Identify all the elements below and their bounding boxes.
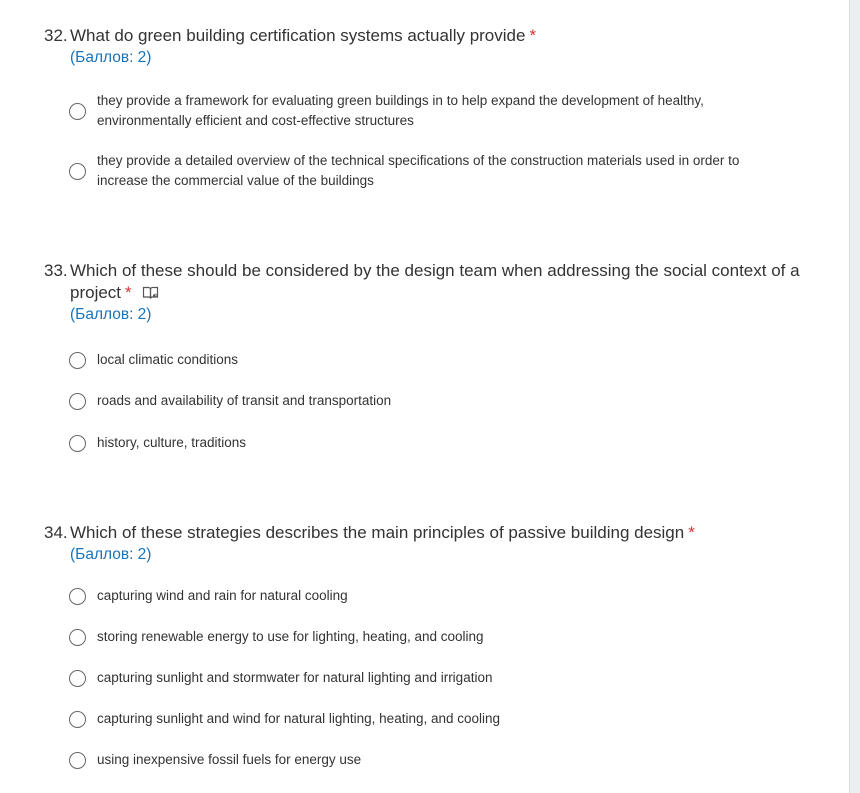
option-label[interactable]: capturing sunlight and stormwater for natural lighting and irrigation	[97, 670, 493, 685]
question-header	[0, 25, 850, 69]
option[interactable]	[69, 391, 790, 411]
radio-button[interactable]	[69, 435, 86, 452]
option-label[interactable]: they provide a framework for evaluating green buildings in to help expand the development of healthy, environmentally efficient and cost-effective structures	[97, 93, 704, 128]
option[interactable]	[69, 750, 790, 770]
question-33	[0, 260, 850, 472]
points-label: (Баллов: 2)	[70, 49, 152, 66]
question-34	[0, 522, 850, 789]
question-number: 34.	[44, 523, 68, 542]
option[interactable]	[69, 433, 790, 453]
option[interactable]	[69, 709, 790, 729]
option-label[interactable]: capturing wind and rain for natural cooling	[97, 588, 348, 603]
option-label[interactable]: using inexpensive fossil fuels for energy use	[97, 752, 362, 767]
radio-button[interactable]	[69, 352, 86, 369]
radio-button[interactable]	[69, 103, 86, 120]
radio-button[interactable]	[69, 163, 86, 180]
points-label: (Баллов: 2)	[70, 306, 152, 323]
option-label[interactable]: storing renewable energy to use for lighting, heating, and cooling	[97, 629, 484, 644]
radio-button[interactable]	[69, 588, 86, 605]
radio-button[interactable]	[69, 670, 86, 687]
question-title-text: What do green building certification systems actually provide	[70, 26, 526, 45]
option-label[interactable]: capturing sunlight and wind for natural lighting, heating, and cooling	[97, 711, 501, 726]
question-title	[70, 522, 810, 544]
radio-button[interactable]	[69, 752, 86, 769]
question-title	[70, 260, 810, 304]
option-label[interactable]: roads and availability of transit and transportation	[97, 393, 392, 408]
options-list	[0, 586, 850, 770]
option-label[interactable]: they provide a detailed overview of the technical specifications of the construction materials used in order to increase the commercial value of the buildings	[97, 153, 740, 188]
option-label[interactable]: history, culture, traditions	[97, 435, 247, 450]
question-header	[0, 522, 850, 566]
radio-button[interactable]	[69, 711, 86, 728]
option[interactable]	[69, 151, 790, 191]
immersive-reader-icon[interactable]	[142, 285, 160, 301]
radio-button[interactable]	[69, 629, 86, 646]
scrollbar-track[interactable]	[849, 0, 860, 793]
options-list	[0, 350, 850, 453]
option[interactable]	[69, 350, 790, 370]
option-label[interactable]: local climatic conditions	[97, 352, 239, 367]
question-number: 33.	[44, 261, 68, 280]
radio-button[interactable]	[69, 393, 86, 410]
option[interactable]	[69, 91, 790, 131]
options-list	[0, 91, 850, 191]
question-title	[70, 25, 810, 47]
points-label: (Баллов: 2)	[70, 546, 152, 563]
option[interactable]	[69, 586, 790, 606]
option[interactable]	[69, 668, 790, 688]
required-mark: *	[529, 26, 537, 45]
option[interactable]	[69, 627, 790, 647]
question-title-text: Which of these should be considered by the design team when addressing the social context of a project	[70, 261, 800, 302]
question-title-text: Which of these strategies describes the main principles of passive building design	[70, 523, 685, 542]
question-header	[0, 260, 850, 326]
question-32	[0, 25, 850, 210]
question-number: 32.	[44, 26, 68, 45]
required-mark: *	[688, 523, 695, 542]
required-mark: *	[125, 283, 132, 302]
